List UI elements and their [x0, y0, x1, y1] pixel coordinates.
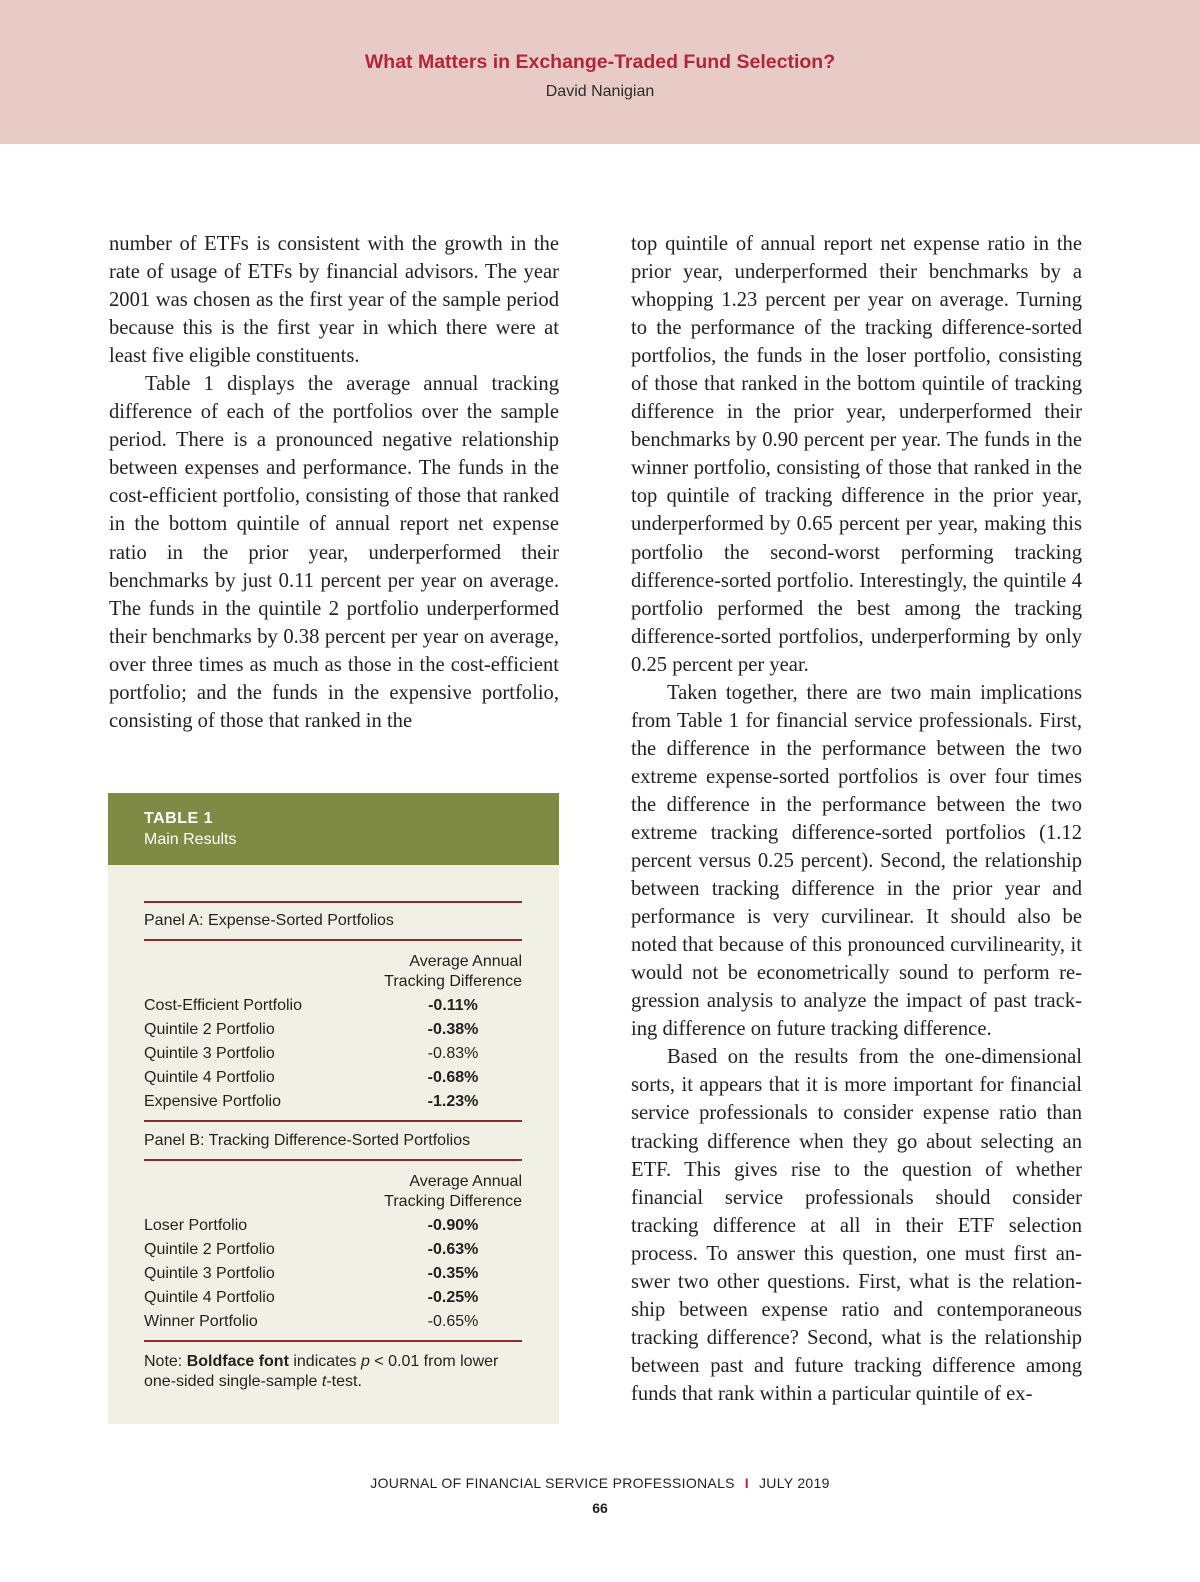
- issue-date: JULY 2019: [759, 1475, 830, 1491]
- row-label: Quintile 3 Portfolio: [144, 1265, 275, 1282]
- body-column-right: [631, 230, 1082, 1408]
- row-value: -0.65%: [427, 1313, 479, 1330]
- row-label: Winner Portfolio: [144, 1313, 258, 1330]
- table-row: [144, 1312, 522, 1336]
- row-label: Quintile 4 Portfolio: [144, 1289, 275, 1306]
- row-value: -1.23%: [427, 1093, 479, 1110]
- row-label: Quintile 2 Portfolio: [144, 1021, 275, 1038]
- row-label: Quintile 4 Portfolio: [144, 1069, 275, 1086]
- footer-separator: I: [744, 1475, 749, 1491]
- note-text: indicates: [288, 1353, 361, 1370]
- table-row: [144, 1264, 522, 1288]
- row-value: -0.68%: [427, 1069, 479, 1086]
- body-paragraph: Table 1 displays the average annual tracking difference of each of the portfolios over the sample period. There is a pronounced negative relationship between expenses and performance. The funds in the cost-efficient portfolio, consisting of those that ranked in the bottom quintile of annual report net expense ratio in the prior year, underperformed their benchmarks by just 0.11 percent per year on average. The funds in the quintile 2 portfolio underperformed their benchmarks by 0.38 percent per year on average, over three times as much as those in the cost-efficient portfolio; and the funds in the expensive portfolio, consisting of those that ranked in the: [109, 373, 559, 732]
- panel-a-column-header: [358, 952, 522, 992]
- note-suffix: -test.: [326, 1373, 362, 1390]
- article-author: David Nanigian: [545, 83, 655, 100]
- table-subtitle: Main Results: [144, 831, 237, 848]
- table-row: [144, 1240, 522, 1264]
- row-value: -0.25%: [427, 1289, 479, 1306]
- table-row: [144, 1288, 522, 1312]
- table-label: TABLE 1: [144, 810, 213, 827]
- row-value: -0.90%: [427, 1217, 479, 1234]
- page-header-banner: [0, 0, 1200, 144]
- body-paragraph: Based on the results from the one-dimensional sorts, it appears that it is more important for financial service professionals to consider expense ratio than tracking difference when they go about selecting an ETF. This gives rise to the question of whether financial service professionals should consider tracking difference at all in their ETF selection process. To answer this question, one must first answer two other questions. First, what is the relationship between expense ratio and contemporaneous tracking difference? Second, what is the relationship between past and future tracking difference among funds that rank within a particular quintile of ex-: [631, 1046, 1082, 1405]
- note-p: p: [360, 1353, 370, 1370]
- page-footer: [0, 1475, 1200, 1491]
- table-row: [144, 996, 522, 1020]
- row-label: Cost-Efficient Portfolio: [144, 997, 302, 1014]
- table-rule: [144, 939, 522, 941]
- row-label: Expensive Portfolio: [144, 1093, 281, 1110]
- row-value: -0.11%: [428, 997, 478, 1014]
- table-row: [144, 1020, 522, 1044]
- column-header-line: Average Annual: [409, 1173, 522, 1190]
- row-value: -0.63%: [427, 1241, 479, 1258]
- panel-b-column-header: [358, 1172, 522, 1212]
- page-number: 66: [592, 1500, 608, 1516]
- table-header: [108, 793, 559, 865]
- row-value: -0.38%: [427, 1021, 479, 1038]
- journal-name: JOURNAL OF FINANCIAL SERVICE PROFESSIONALS: [370, 1475, 735, 1491]
- table-rule: [144, 1159, 522, 1161]
- panel-b-title: Panel B: Tracking Difference-Sorted Portfolios: [144, 1132, 471, 1149]
- results-table: [108, 793, 559, 1424]
- row-label: Quintile 3 Portfolio: [144, 1045, 275, 1062]
- body-paragraph: Taken together, there are two main implications from Table 1 for financial service professionals. First, the difference in the performance between the two extreme expense-sorted portfolios is over four times the difference in the performance between the two extreme tracking difference-sorted portfolios (1.12 percent versus 0.25 percent). Second, the relationship between tracking difference in the prior year and performance is very curvilinear. It should also be noted that because of this pronounced curvilinearity, it would not be econometrically sound to perform regression analysis to analyze the impact of past tracking difference on future tracking difference.: [631, 681, 1082, 1041]
- note-bold: Boldface font: [186, 1353, 289, 1370]
- note-text: < 0.01 from lower one-sided single-sample: [144, 1353, 499, 1390]
- column-header-line: Average Annual: [409, 953, 522, 970]
- table-row: [144, 1216, 522, 1240]
- note-t: t: [321, 1373, 327, 1390]
- table-row: [144, 1092, 522, 1116]
- table-row: [144, 1068, 522, 1092]
- table-rule: [144, 1120, 522, 1122]
- column-header-line: Tracking Difference: [384, 973, 522, 990]
- body-paragraph: number of ETFs is consistent with the growth in the rate of usage of ETFs by financial advisors. The year 2001 was chosen as the first year of the sample period because this is the first year in which there were at least five eligible constituents.: [109, 233, 559, 368]
- row-label: Loser Portfolio: [144, 1217, 248, 1234]
- table-note: [144, 1352, 524, 1392]
- note-prefix: Note:: [144, 1353, 187, 1370]
- panel-a-title: Panel A: Expense-Sorted Portfolios: [144, 912, 394, 929]
- body-column-left: [109, 230, 559, 735]
- column-header-line: Tracking Difference: [384, 1193, 522, 1210]
- row-label: Quintile 2 Portfolio: [144, 1241, 275, 1258]
- table-row: [144, 1044, 522, 1068]
- table-rule: [144, 1340, 522, 1342]
- body-paragraph: top quintile of annual report net expense ratio in the prior year, underperformed their benchmarks by a whopping 1.23 percent per year on average. Turning to the performance of the tracking difference-sorted portfolios, the funds in the loser portfolio, consisting of those that ranked in the bottom quintile of tracking difference in the prior year, underperformed their benchmarks by 0.90 percent per year. The funds in the winner portfolio, consisting of those that ranked in the top quintile of tracking difference in the prior year, underperformed by 0.65 percent per year, making this portfolio the second-worst performing tracking difference-sorted portfolio. Interestingly, the quintile 4 portfolio performed the best among the tracking difference-sorted portfolios, underperforming by only 0.25 percent per year.: [631, 233, 1082, 676]
- row-value: -0.83%: [427, 1045, 479, 1062]
- table-rule: [144, 901, 522, 903]
- article-title: What Matters in Exchange-Traded Fund Selection?: [364, 51, 836, 73]
- row-value: -0.35%: [427, 1265, 479, 1282]
